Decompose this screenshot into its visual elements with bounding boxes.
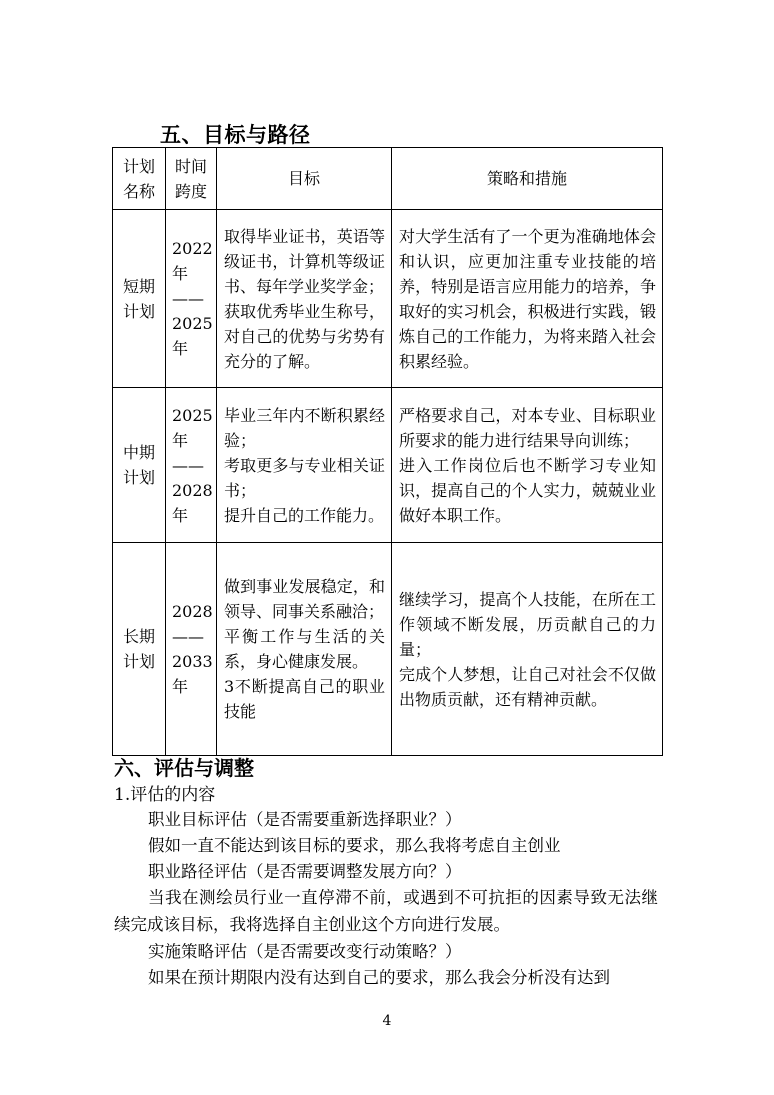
- paragraph: 职业路径评估（是否需要调整发展方向？）: [148, 862, 462, 881]
- time-span-cell: 2022年——2025年: [166, 210, 217, 388]
- paragraph: 职业目标评估（是否需要重新选择职业？）: [148, 810, 462, 829]
- page-number: 4: [382, 1013, 392, 1029]
- subsection-heading: 1.评估的内容: [114, 785, 216, 805]
- plan-name-cell: 短期计划: [113, 210, 166, 388]
- time-span-cell: 2028——2033年: [166, 543, 217, 756]
- goal-cell: 取得毕业证书，英语等级证书，计算机等级证书、每年学业奖学金； 获取优秀毕业生称号，对自己的优势与劣势有充分的了解。: [217, 210, 392, 388]
- strategy-cell: 对大学生活有了一个更为准确地体会和认识，应更加注重专业技能的培养，特别是语言应用能力的培养，争取好的实习机会，积极进行实践，锻炼自己的工作能力，为将来踏入社会积累经验。: [392, 210, 663, 388]
- paragraph: 假如一直不能达到该目标的要求，那么我将考虑自主创业: [148, 836, 561, 855]
- strategy-cell: 继续学习，提高个人技能，在所在工作领域不断发展，历贡献自己的力量； 完成个人梦想，让自己对社会不仅做出物质贡献，还有精神贡献。: [392, 543, 663, 756]
- header-time-span: 时间跨度: [166, 148, 217, 210]
- goal-cell: 做到事业发展稳定，和领导、同事关系融洽； 平衡工作与生活的关系，身心健康发展。 3不断提高自己的职业技能: [217, 543, 392, 756]
- time-span-cell: 2025年——2028年: [166, 388, 217, 543]
- plan-name-cell: 长期计划: [113, 543, 166, 756]
- section-five-heading: 五、目标与路径: [160, 123, 311, 147]
- section-six-heading: 六、评估与调整: [114, 756, 254, 780]
- career-plan-table: [112, 147, 663, 756]
- table-row-mid-term: [113, 388, 663, 543]
- paragraph: 如果在预计期限内没有达到自己的要求，那么我会分析没有达到: [148, 968, 610, 987]
- goal-cell: 毕业三年内不断积累经验； 考取更多与专业相关证书； 提升自己的工作能力。: [217, 388, 392, 543]
- table-row-short-term: [113, 210, 663, 388]
- header-strategy: 策略和措施: [392, 148, 663, 210]
- header-goal: 目标: [217, 148, 392, 210]
- strategy-cell: 严格要求自己，对本专业、目标职业所要求的能力进行结果导向训练； 进入工作岗位后也不断学习专业知识，提高自己的个人实力，兢兢业业做好本职工作。: [392, 388, 663, 543]
- plan-name-cell: 中期计划: [113, 388, 166, 543]
- header-plan-name: 计划名称: [113, 148, 166, 210]
- table-row-long-term: [113, 543, 663, 756]
- table-header-row: [113, 148, 663, 210]
- paragraph: 实施策略评估（是否需要改变行动策略？）: [148, 942, 462, 961]
- paragraph: 当我在测绘员行业一直停滞不前，或遇到不可抗拒的因素导致无法继续完成该目标，我将选择自主创业这个方向进行发展。: [114, 888, 658, 934]
